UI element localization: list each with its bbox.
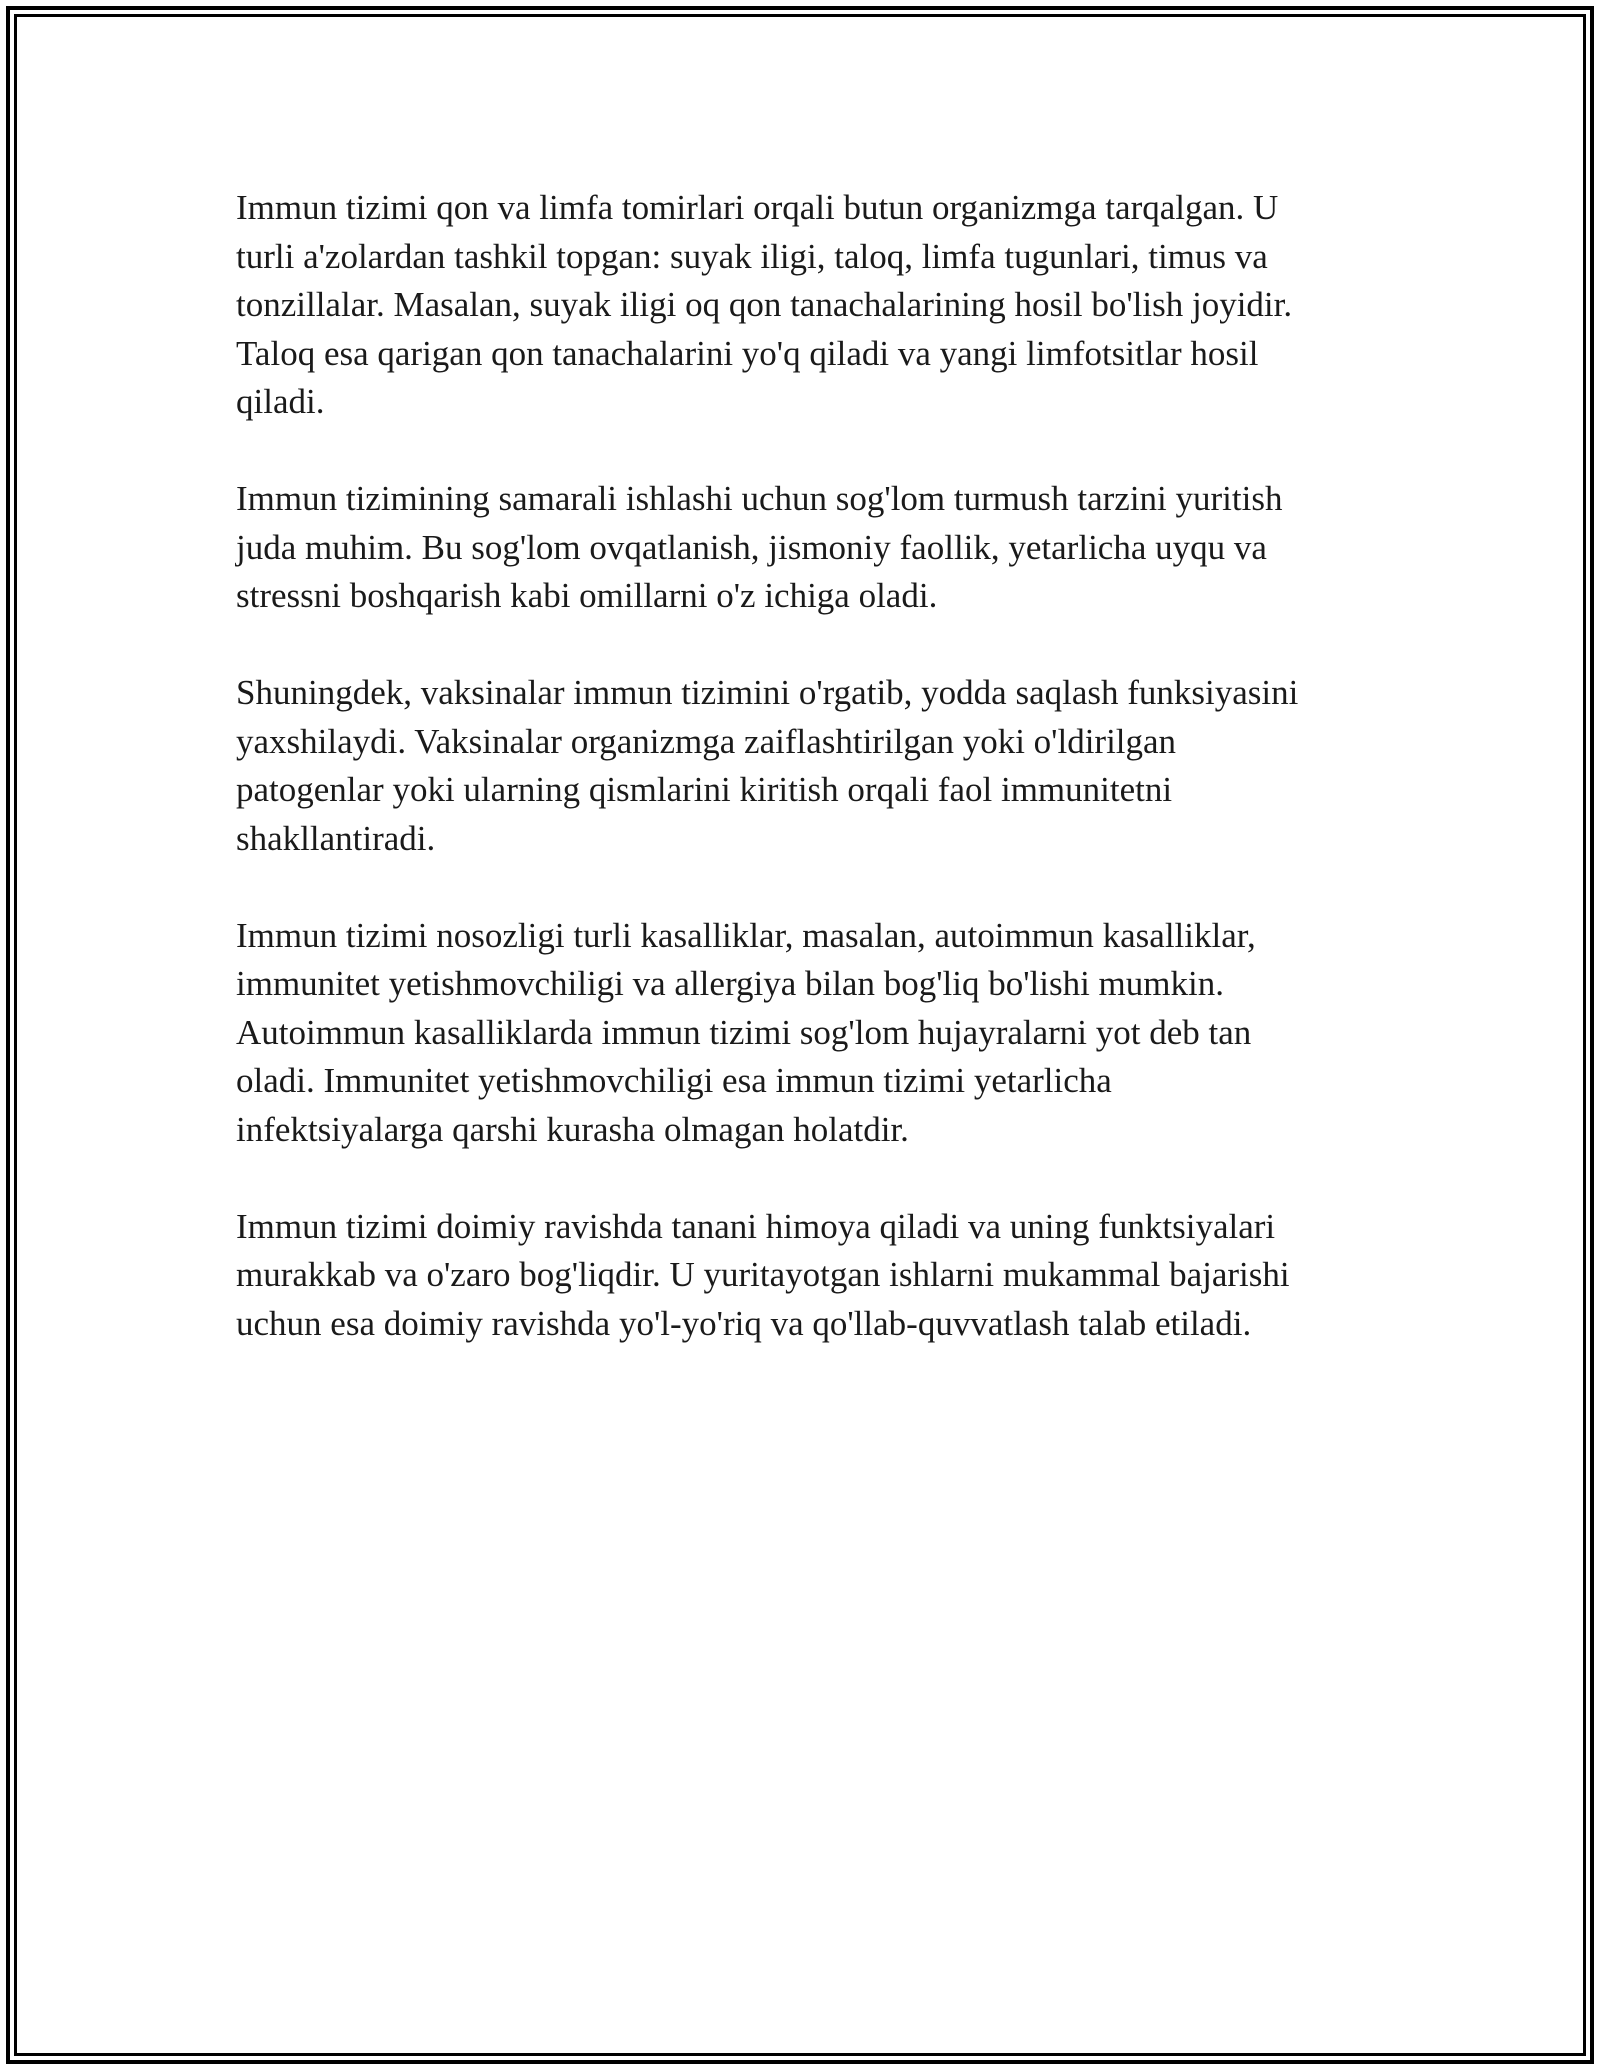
paragraph: Immun tizimi doimiy ravishda tanani himoya qiladi va uning funktsiyalari murakkab va o'zaro bog'liqdir. U yuritayotgan ishlarni mukammal bajarishi uchun esa doimiy ravishda yo'l-yo'riq va qo'llab-quvvatlash talab etiladi. [236,1206,1290,1343]
paragraph: Immun tizimining samarali ishlashi uchun sog'lom turmush tarzini yuritish juda muhim. Bu sog'lom ovqatlanish, jismoniy faollik, yetarlicha uyqu va stressni boshqarish kabi omillarni o'z ichiga oladi. [236,479,1283,615]
paragraph: Immun tizimi nosozligi turli kasalliklar, masalan, autoimmun kasalliklar, immunitet yetishmovchiligi va allergiya bilan bog'liq bo'lishi mumkin. Autoimmun kasalliklarda immun tizimi sog'lom hujayralarni yot deb tan oladi. Immunitet yetishmovchiligi esa immun tizimi yetarlicha infektsiyalarga qarshi kurasha olmagan holatdir. [236,915,1256,1149]
paragraph: Shuningdek, vaksinalar immun tizimini o'rgatib, yodda saqlash funksiyasini yaxshilaydi. Vaksinalar organizmga zaiflashtirilgan yoki o'ldirilgan patogenlar yoki ularning qismlarini kiritish orqali faol immunitetni shakllantiradi. [236,673,1299,858]
document-body [236,184,1386,1397]
paragraph: Immun tizimi qon va limfa tomirlari orqali butun organizmga tarqalgan. U turli a'zolardan tashkil topgan: suyak iligi, taloq, limfa tugunlari, timus va tonzillalar. Masalan, suyak iligi oq qon tanachalarining hosil bo'lish joyidir. Taloq esa qarigan qon tanachalarini yo'q qiladi va yangi limfotsitlar hosil qiladi. [236,188,1293,421]
